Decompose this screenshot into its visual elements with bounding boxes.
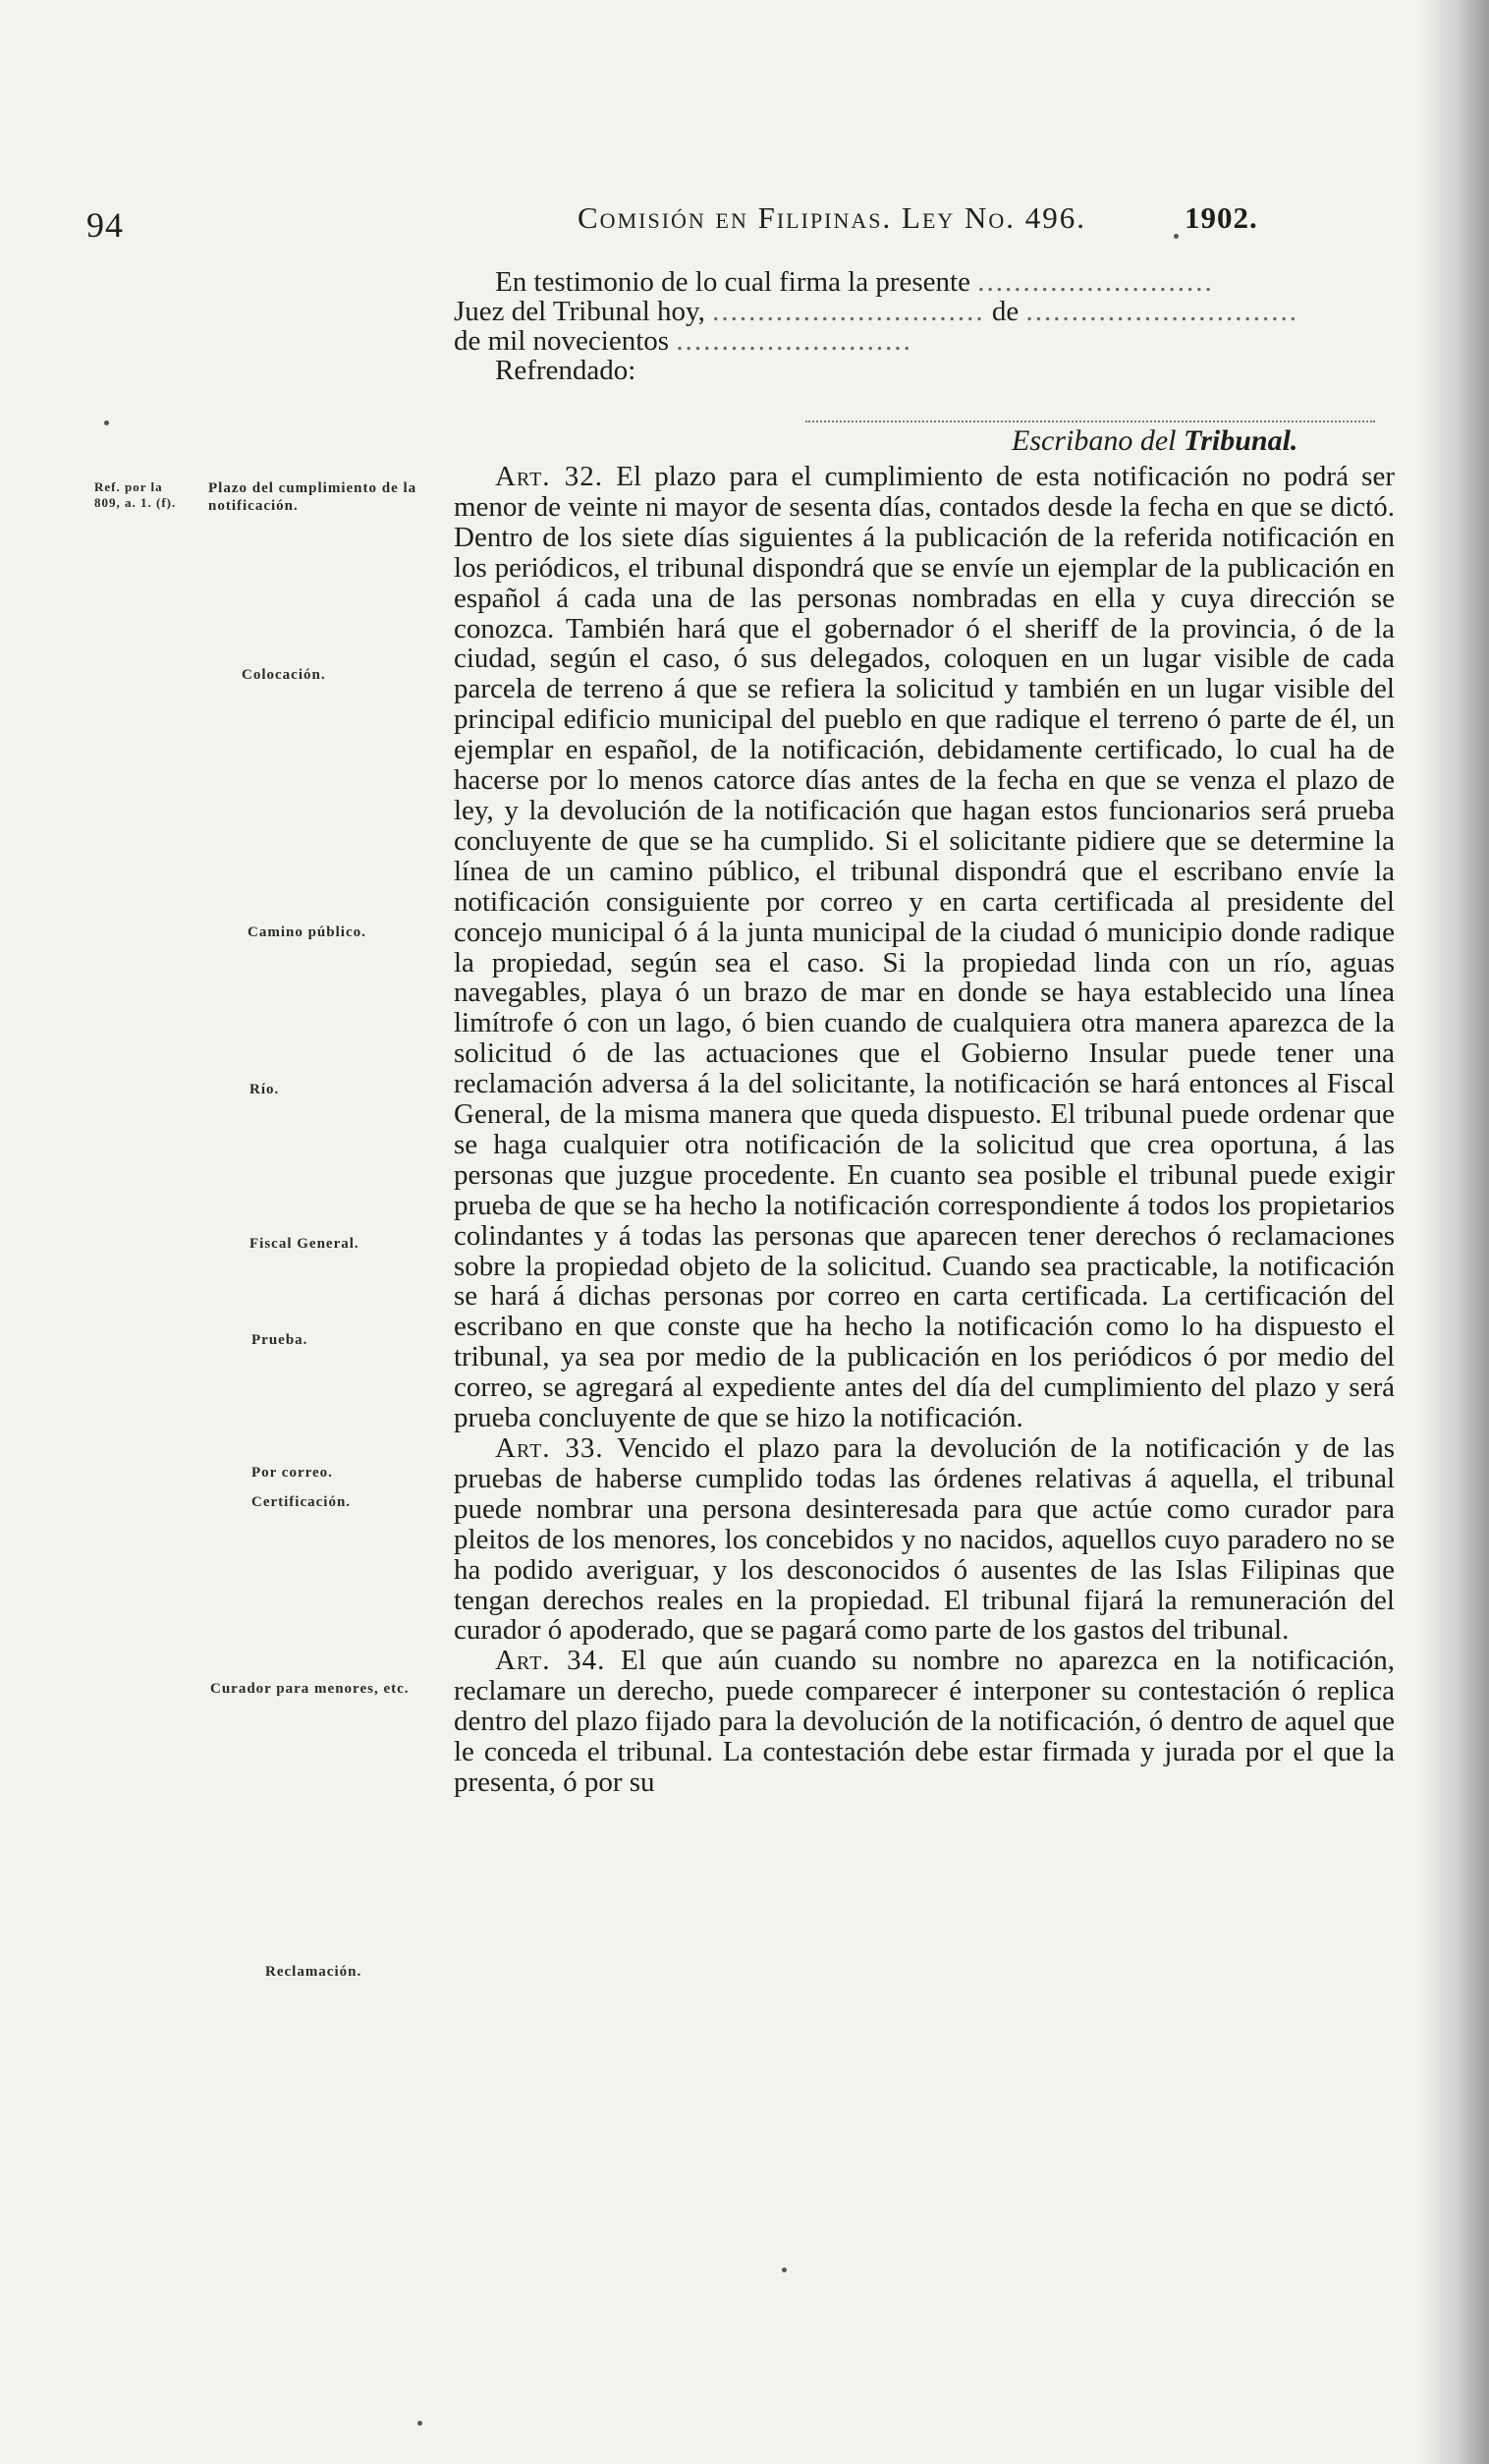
article-34 xyxy=(454,1646,1395,1798)
ink-speck xyxy=(417,2421,422,2426)
attestation-line-3: de mil novecientos xyxy=(454,326,670,356)
margin-note-reclamacion: Reclamación. xyxy=(265,1964,362,1980)
margin-note-plazo: Plazo del cumplimiento de la notificación. xyxy=(208,480,417,514)
margin-note-curador: Curador para menores, etc. xyxy=(210,1681,410,1697)
header-year: 1902. xyxy=(1185,200,1258,235)
margin-note-certificacion: Certificación. xyxy=(251,1494,352,1510)
attestation-line-1: En testimonio de lo cual firma la presente xyxy=(495,267,970,297)
running-head: Comisión en Filipinas. Ley No. 496. xyxy=(578,200,1087,235)
signature-line xyxy=(805,420,1375,422)
article-33-text: Vencido el plazo para la devolución de la notificación y de las pruebas de haberse cumplido todas las órdenes relativas á aquella, el tribunal puede nombrar una persona desinteresada para que actúe como curador para pleitos de los menores, los concebidos y no nacidos, aquellos cuyo paradero no se ha podido averiguar, y los desconocidos ó ausentes de las Islas Filipinas que tengan derechos reales en la propiedad. El tribunal fijará la remuneración del curador ó apoderado, que se pagará como parte de los gastos del tribunal. xyxy=(454,1432,1395,1647)
page-number: 94 xyxy=(86,205,124,245)
attestation-block: En testimonio de lo cual firma la presente .......................... Juez del Tribunal hoy, .............................. de .............................. de mil novecientos .......................... Refrendado: xyxy=(454,267,1299,385)
margin-note-rio: Río. xyxy=(249,1082,280,1097)
ink-speck xyxy=(1174,234,1179,239)
attestation-line-4: Refrendado: xyxy=(495,356,636,385)
article-32-text: El plazo para el cumplimiento de esta notificación no podrá ser menor de veinte ni mayor de sesenta días, contados desde la fecha en que se dictó. Dentro de los siete días siguientes á la publicación de la referida notificación en los periódicos, el tribunal dispondrá que se envíe un ejemplar de la publicación en español á cada una de las personas nombradas en ella y cuya dirección se conozca. También hará que el gobernador ó el sheriff de la provincia, ó de la ciudad, según el caso, ó sus delegados, coloquen en un lugar visible de cada parcela de terreno á que se refiera la solicitud y también en un lugar visible del principal edificio municipal del pueblo en que radique el terreno ó parte de él, un ejemplar en español, de la notificación, debidamente certificado, lo cual ha de hacerse por lo menos catorce días antes de la fecha en que se venza el plazo de ley, y la devolución de la notificación que hagan estos funcionarios será prueba concluyente de que se ha cumplido. Si el solicitante pidiere que se determine la línea de un camino público, el tribunal dispondrá que el escribano envíe la notificación consiguiente por correo y en carta certificada al presidente del concejo municipal ó á la junta municipal de la ciudad ó municipio donde radique la propiedad, según sea el caso. Si la propiedad linda con un río, aguas navegables, playa ó un brazo de mar en donde se haya establecido una línea limítrofe ó con un lago, ó bien cuando de cualquiera otra manera aparezca de la solicitud ó de las actuaciones que el Gobierno Insular puede tener una reclamación adversa á la del solicitante, la notificación se hará entonces al Fiscal General, de la misma manera que queda dispuesto. El tribunal puede ordenar que se haga cualquier otra notificación de la solicitud que crea oportuna, á las personas que juzgue procedente. En cuanto sea posible el tribunal puede exigir prueba de que se ha hecho la notificación correspondiente á todos los propietarios colindantes y á todas las personas que aparecen tener derechos ó reclamaciones sobre la propiedad objeto de la solicitud. Cuando sea practicable, la notificación se hará á dichas personas por correo en carta certificada. La certificación del escribano en que conste que ha hecho la notificación como lo ha dispuesto el tribunal, ya sea por medio de la publicación en los periódicos ó por medio del correo, se agregará al expediente antes del día del cumplimiento del plazo y será prueba concluyente de que se hizo la notificación. xyxy=(454,461,1395,1434)
signature-prefix: Escribano del xyxy=(1012,424,1177,457)
margin-note-correo: Por correo. xyxy=(251,1465,333,1481)
margin-note-prueba: Prueba. xyxy=(251,1332,308,1348)
signature-bold: Tribunal. xyxy=(1183,424,1298,457)
margin-note-fiscal: Fiscal General. xyxy=(249,1236,359,1252)
ink-speck xyxy=(782,2268,787,2272)
margin-note-reference: Ref. por la 809, a. 1. (f). xyxy=(94,479,177,510)
signature-label xyxy=(1012,424,1297,458)
article-34-label: Art. 34. xyxy=(495,1645,606,1677)
article-33-label: Art. 33. xyxy=(495,1432,604,1464)
article-33 xyxy=(454,1433,1395,1646)
page-edge-shadow xyxy=(1420,0,1489,2464)
margin-note-camino: Camino público. xyxy=(248,924,366,940)
attestation-line-2a: Juez del Tribunal hoy, xyxy=(454,297,705,326)
ink-speck xyxy=(104,420,109,425)
attestation-line-2b: de xyxy=(991,297,1020,326)
article-34-text: El que aún cuando su nombre no aparezca en la notificación, reclamare un derecho, puede comparecer é interponer su contestación ó replica dentro del plazo fijado para la devolución de la notificación, ó dentro de aquel que le conceda el tribunal. La contestación debe estar firmada y jurada por el que la presenta, ó por su xyxy=(454,1645,1395,1798)
articles-body xyxy=(454,462,1395,1798)
page-header xyxy=(86,195,1258,245)
article-32 xyxy=(454,462,1395,1433)
margin-note-colocacion: Colocación. xyxy=(242,667,326,683)
article-32-label: Art. 32. xyxy=(495,461,604,492)
